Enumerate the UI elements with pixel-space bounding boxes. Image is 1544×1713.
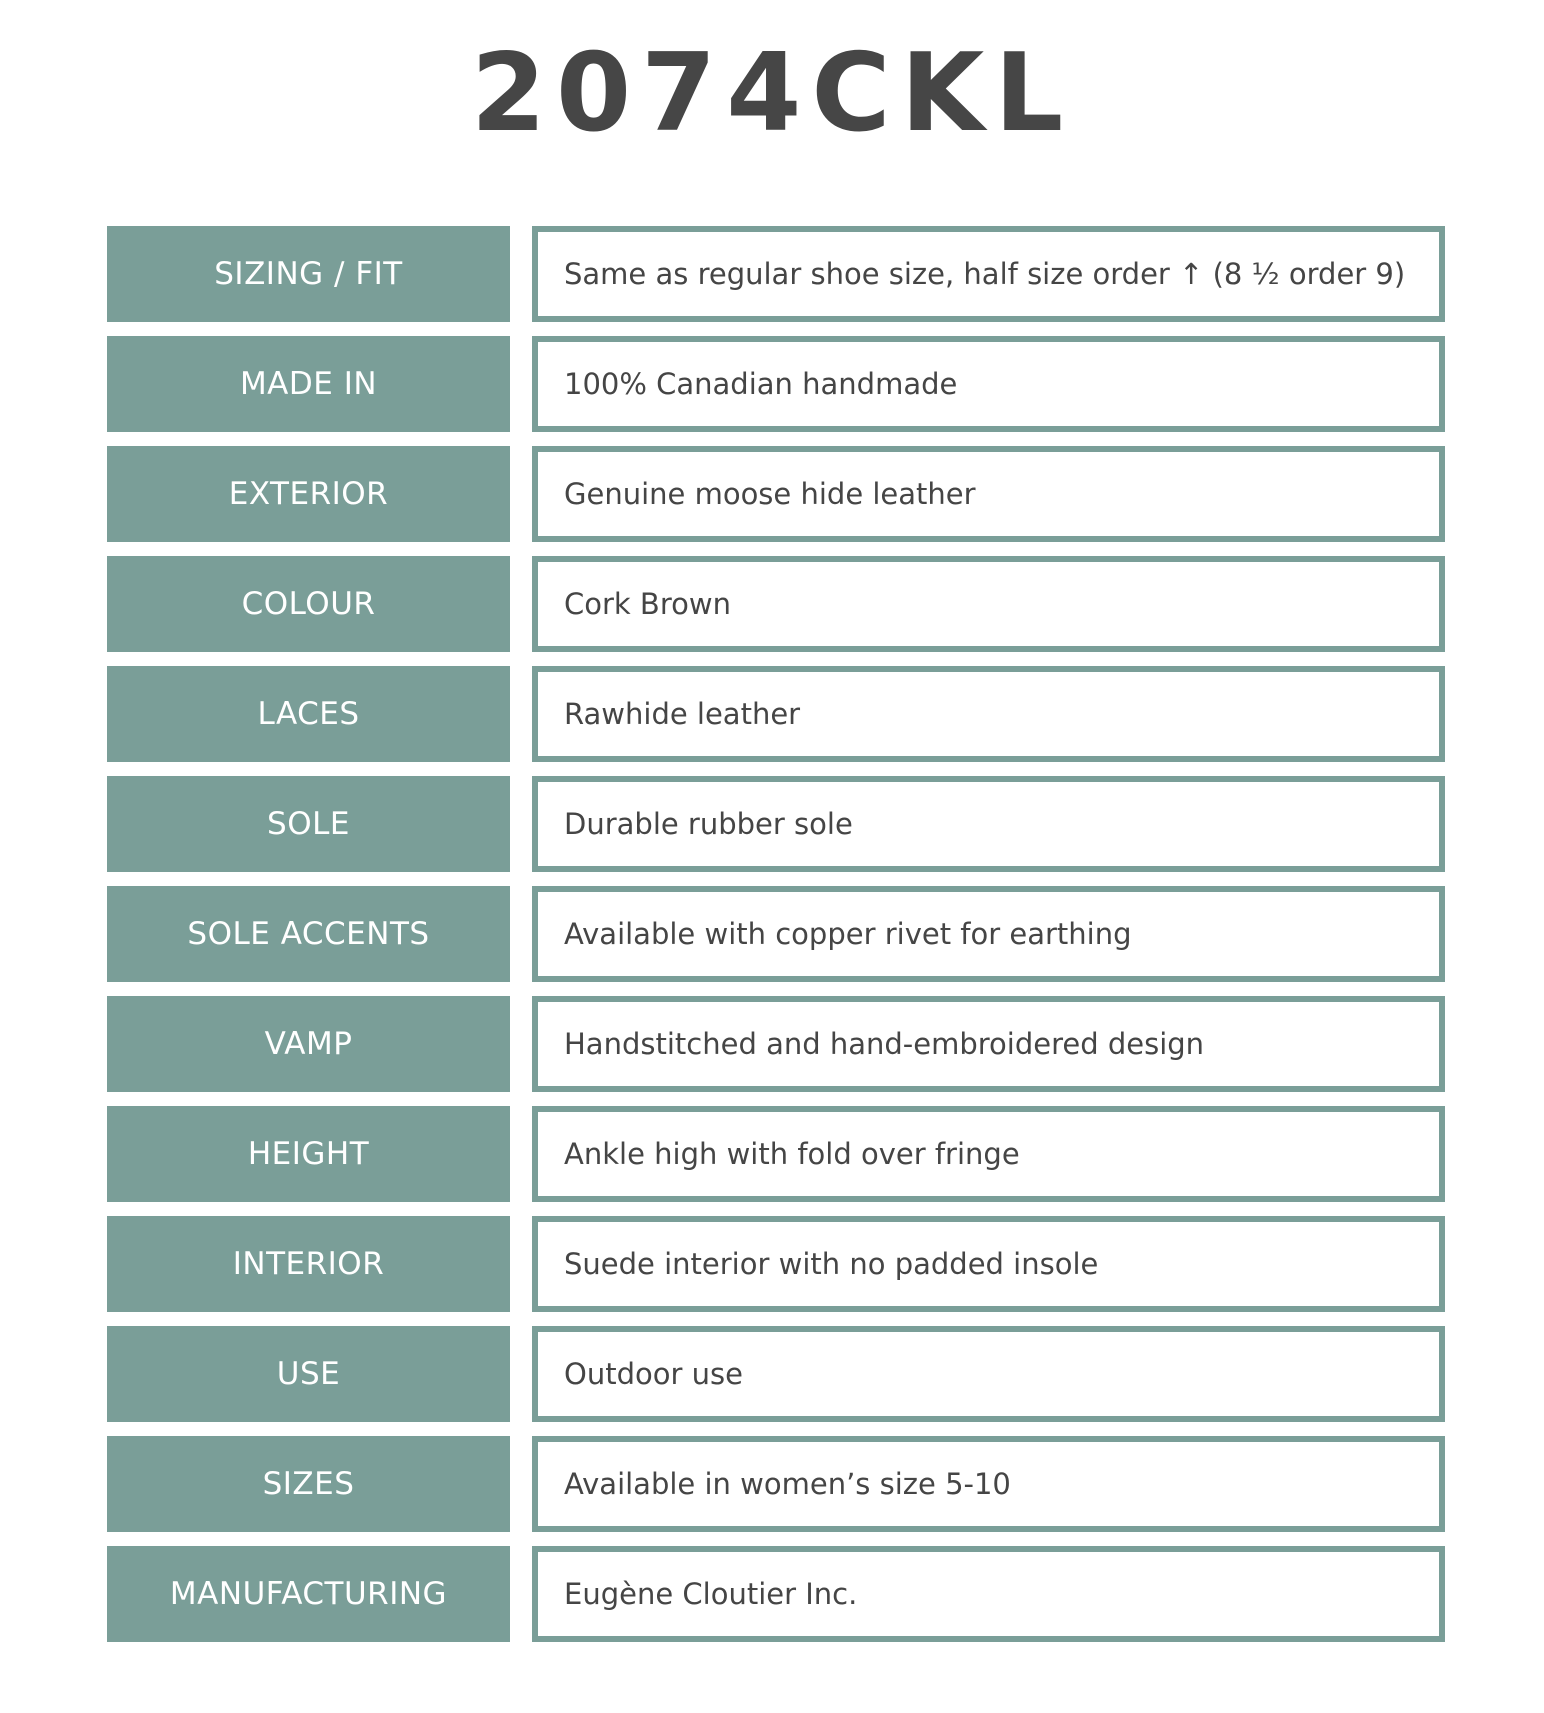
- spec-label: LACES: [107, 666, 510, 762]
- spec-row-sole-accents: [107, 886, 1445, 982]
- spec-gap: [510, 666, 532, 762]
- spec-value: 100% Canadian handmade: [532, 336, 1445, 432]
- spec-value: Durable rubber sole: [532, 776, 1445, 872]
- spec-row-use: [107, 1326, 1445, 1422]
- spec-gap: [510, 1546, 532, 1642]
- spec-value: Same as regular shoe size, half size order ↑ (8 ½ order 9): [532, 226, 1445, 322]
- spec-label: HEIGHT: [107, 1106, 510, 1202]
- page-title: 2074CKL: [470, 31, 1074, 156]
- spec-row-manufacturing: [107, 1546, 1445, 1642]
- spec-table: [107, 226, 1445, 1656]
- spec-label: SIZING / FIT: [107, 226, 510, 322]
- spec-gap: [510, 226, 532, 322]
- spec-value: Available with copper rivet for earthing: [532, 886, 1445, 982]
- spec-row-colour: [107, 556, 1445, 652]
- spec-gap: [510, 336, 532, 432]
- spec-label: INTERIOR: [107, 1216, 510, 1312]
- spec-label: EXTERIOR: [107, 446, 510, 542]
- spec-gap: [510, 1436, 532, 1532]
- spec-value: Rawhide leather: [532, 666, 1445, 762]
- spec-row-sole: [107, 776, 1445, 872]
- spec-gap: [510, 1326, 532, 1422]
- spec-value: Cork Brown: [532, 556, 1445, 652]
- spec-row-exterior: [107, 446, 1445, 542]
- spec-gap: [510, 1216, 532, 1312]
- spec-gap: [510, 996, 532, 1092]
- spec-label: VAMP: [107, 996, 510, 1092]
- spec-label: MADE IN: [107, 336, 510, 432]
- spec-value: Suede interior with no padded insole: [532, 1216, 1445, 1312]
- spec-row-interior: [107, 1216, 1445, 1312]
- spec-label: MANUFACTURING: [107, 1546, 510, 1642]
- spec-gap: [510, 446, 532, 542]
- spec-label: SOLE ACCENTS: [107, 886, 510, 982]
- spec-row-laces: [107, 666, 1445, 762]
- spec-row-sizing-fit: [107, 226, 1445, 322]
- spec-label: USE: [107, 1326, 510, 1422]
- spec-gap: [510, 556, 532, 652]
- spec-value: Available in women’s size 5-10: [532, 1436, 1445, 1532]
- spec-row-made-in: [107, 336, 1445, 432]
- spec-value: Ankle high with fold over fringe: [532, 1106, 1445, 1202]
- spec-value: Eugène Cloutier Inc.: [532, 1546, 1445, 1642]
- spec-label: COLOUR: [107, 556, 510, 652]
- spec-gap: [510, 776, 532, 872]
- spec-row-height: [107, 1106, 1445, 1202]
- spec-label: SOLE: [107, 776, 510, 872]
- spec-value: Genuine moose hide leather: [532, 446, 1445, 542]
- spec-value: Outdoor use: [532, 1326, 1445, 1422]
- spec-gap: [510, 1106, 532, 1202]
- spec-value: Handstitched and hand-embroidered design: [532, 996, 1445, 1092]
- spec-row-vamp: [107, 996, 1445, 1092]
- spec-row-sizes: [107, 1436, 1445, 1532]
- spec-gap: [510, 886, 532, 982]
- spec-label: SIZES: [107, 1436, 510, 1532]
